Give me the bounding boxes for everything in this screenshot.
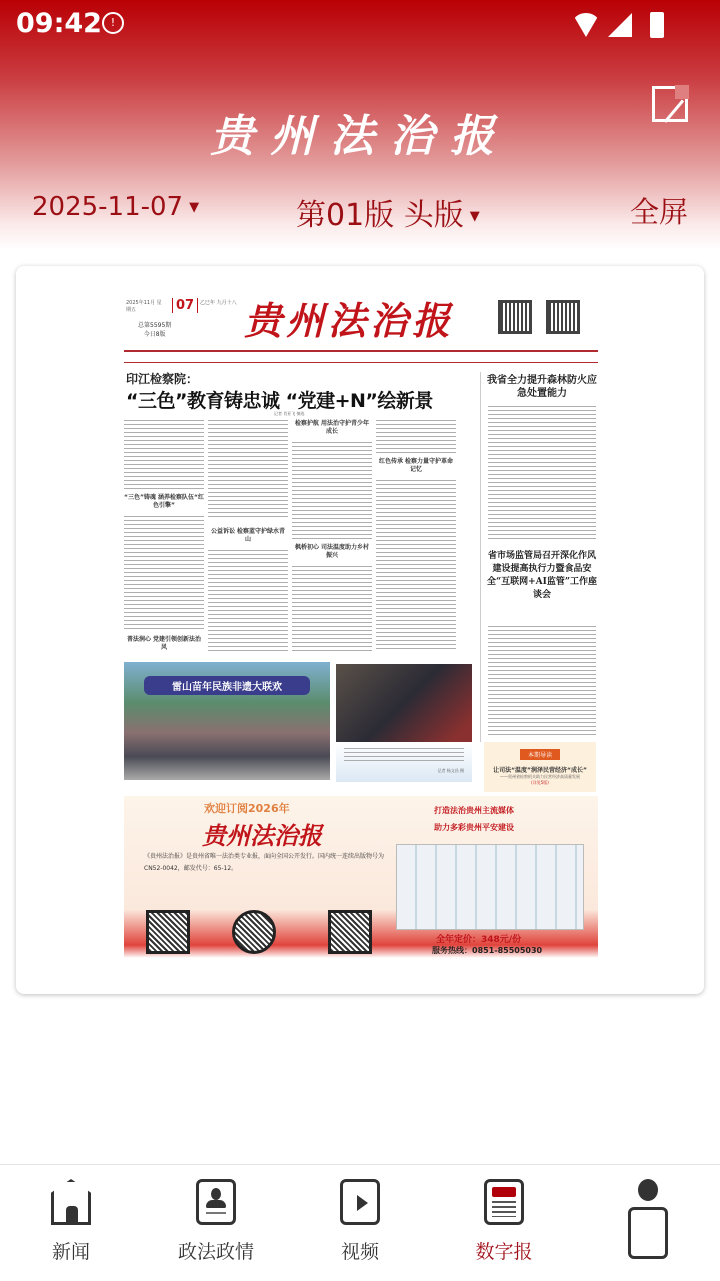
signal-icon xyxy=(608,13,632,37)
photo-credit: 记者 杨文昌 摄 xyxy=(437,768,464,773)
nav-label: 视频 xyxy=(340,1241,379,1263)
qr-code xyxy=(546,300,580,334)
newspaper-page[interactable] xyxy=(124,280,598,976)
newspapers-image xyxy=(396,844,584,930)
nav-label: 新闻 xyxy=(51,1241,90,1263)
edition-selector[interactable] xyxy=(296,190,480,234)
slogan-line: 助力多彩贵州平安建设 xyxy=(434,823,514,832)
video-play-icon xyxy=(340,1179,380,1225)
qr-code xyxy=(498,300,532,334)
issue-number: 总第5595期 xyxy=(138,322,172,329)
guide-box[interactable] xyxy=(484,742,596,792)
photo-banner-text: 雷山苗年民族非遗大联欢 xyxy=(144,676,310,695)
subheading: 枫桥初心 司法温度助力乡村振兴 xyxy=(294,544,370,559)
status-bar xyxy=(16,8,704,40)
app-logo: 贵州法治报 xyxy=(210,111,510,162)
article-text xyxy=(292,566,372,652)
subheading: “三色”铸魂 涵养检察队伍“红色引擎” xyxy=(124,494,204,509)
article-text xyxy=(488,626,596,738)
article-text xyxy=(292,442,372,540)
shield-icon: ! xyxy=(102,12,124,34)
nav-politics-law[interactable] xyxy=(161,1179,271,1264)
festival-photo[interactable] xyxy=(124,662,330,780)
page-number: 07 xyxy=(172,298,198,313)
battery-icon xyxy=(650,12,664,38)
newspaper-page-card[interactable] xyxy=(16,266,704,994)
newspaper-icon xyxy=(484,1179,524,1225)
subheading: 红色传承 检察力量守护革命记忆 xyxy=(378,458,454,473)
divider xyxy=(124,362,598,363)
caret-down-icon: ▼ xyxy=(189,200,200,215)
divider xyxy=(124,350,598,352)
nav-news[interactable] xyxy=(16,1179,126,1264)
nav-digital-paper[interactable] xyxy=(449,1179,559,1264)
ad-description: 《贵州法治报》是贵州省唯一法治类专业报，面向全国公开发行。国内统一连续出版物号为CN52-0042，邮发代号：65-12。 xyxy=(144,853,385,872)
article-text xyxy=(488,406,596,540)
byline: 记者 肖亚飞 摘选 xyxy=(274,411,305,416)
guide-title: 本期导读 xyxy=(520,749,560,760)
nav-video[interactable] xyxy=(305,1179,415,1264)
header xyxy=(0,0,720,250)
issue-info xyxy=(138,320,171,338)
wifi-icon xyxy=(572,13,600,37)
masthead: 贵州法治报 xyxy=(244,298,455,343)
subheading: 公益诉讼 检察蓝守护绿水青山 xyxy=(210,528,286,543)
article-kicker[interactable]: 印江检察院： xyxy=(126,372,199,386)
pages-today: 今日8版 xyxy=(143,331,166,338)
qr-code xyxy=(328,910,372,954)
crowd-photo[interactable] xyxy=(336,664,472,742)
nav-profile[interactable] xyxy=(593,1179,703,1281)
ad-slogan xyxy=(434,802,514,836)
article-headline[interactable]: “三色”教育铸忠诚 “党建+N”绘新景 xyxy=(126,390,433,412)
qr-code xyxy=(146,910,190,954)
subscription-ad[interactable] xyxy=(124,796,598,961)
right-story-headline[interactable]: 省市场监管局召开深化作风建设提高执行力暨食品安全“互联网+AI监管”工作座谈会 xyxy=(486,551,598,600)
guide-page: (详见5版) xyxy=(531,780,549,785)
ad-hotline: 服务热线：0851-85505030 xyxy=(432,946,543,955)
paper-date: 2025年11月 星期五 xyxy=(126,300,162,313)
caret-down-icon: ▼ xyxy=(469,209,480,224)
ad-logo: 贵州法治报 xyxy=(202,821,322,850)
right-story-headline[interactable]: 我省全力提升森林防火应急处置能力 xyxy=(487,375,597,399)
slogan-line: 打造法治贵州主流媒体 xyxy=(434,806,514,815)
divider xyxy=(480,372,481,742)
qr-label: 线上订阅小程序 xyxy=(230,956,258,961)
user-icon xyxy=(628,1179,668,1269)
date-selector[interactable] xyxy=(32,192,199,222)
edition-label: 第01版 头版 xyxy=(296,198,464,233)
article-text xyxy=(124,420,204,490)
ad-price: 全年定价：348元/份 xyxy=(436,935,522,945)
guide-item: 让司法“温度”润泽民营经济“成长” xyxy=(493,767,587,774)
photo-caption xyxy=(336,742,472,782)
clock: 09:42 xyxy=(16,8,102,39)
article-text xyxy=(376,420,456,454)
qr-label: 法治贵州客户端 xyxy=(142,956,170,961)
fullscreen-button[interactable]: 全屏 xyxy=(629,195,688,229)
nav-label: 数字报 xyxy=(475,1241,533,1263)
lunar-date: 乙巳年 九月十八 xyxy=(200,300,237,306)
qr-label: 官方公众号 xyxy=(330,956,350,961)
id-card-icon xyxy=(196,1179,236,1225)
home-icon xyxy=(51,1179,91,1225)
bottom-nav xyxy=(0,1164,720,1280)
qr-code xyxy=(232,910,276,954)
guide-subtitle: ——贵州省检察机关助力民营经济高质量发展 xyxy=(500,774,580,779)
article-text xyxy=(376,480,456,652)
date-label: 2025-11-07 xyxy=(32,192,184,222)
article-text xyxy=(208,550,288,652)
article-text xyxy=(124,516,204,632)
subheading: 检察护航 用法治守护青少年成长 xyxy=(294,420,370,435)
article-text xyxy=(208,420,288,520)
subheading: 普法润心 党建引领创新法治风 xyxy=(126,636,202,651)
nav-label: 政法政情 xyxy=(177,1241,254,1263)
ad-welcome: 欢迎订阅2026年 xyxy=(204,802,290,815)
